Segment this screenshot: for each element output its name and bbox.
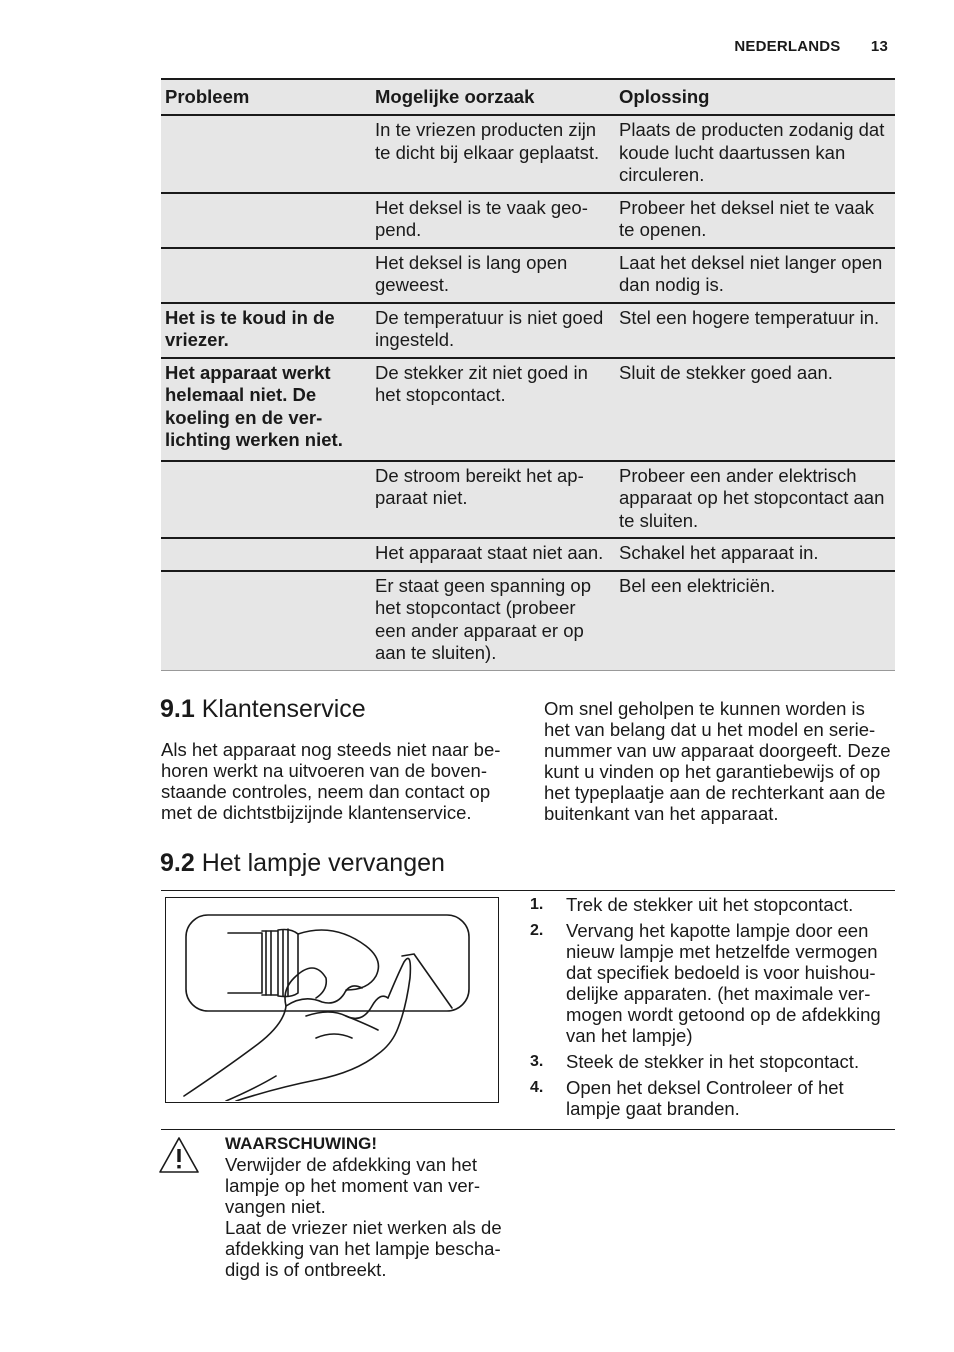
step-text: Open het deksel Controleer of het lampje gaat branden.	[566, 1077, 844, 1119]
cell-cause: Er staat geen spanning op het stopcontact (probeer een ander apparaat er op aan te sluiten).	[371, 571, 615, 671]
lamp-replacement-illustration	[165, 897, 499, 1103]
table-row	[161, 538, 895, 571]
section-91-right-paragraph: Om snel geholpen te kunnen worden is het van belang dat u het model en serienummer van uw apparaat doorgeeft. Deze kunt u vinden op het garantiebewijs of op het typeplaatje aan de rechterkant aan de buitenkant van het apparaat.	[544, 698, 891, 824]
section-92-heading: Het lampje vervangen	[201, 849, 445, 877]
warning-title: WAARSCHUWING!	[225, 1134, 378, 1153]
table-row	[161, 461, 895, 539]
cell-cause: De temperatuur is niet goed ingesteld.	[371, 303, 615, 358]
header-language: NEDERLANDS	[734, 38, 841, 55]
section-91-title	[160, 695, 366, 724]
section-91-left-paragraph: Als het apparaat nog steeds niet naar behoren werkt na uitvoeren van de bovenstaande controles, neem dan contact op met de dichtstbijzijnde klantenservice.	[161, 739, 501, 823]
cell-solution: Probeer een ander elektrisch apparaat op het stopcontact aan te sluiten.	[615, 461, 895, 539]
cell-problem: Het apparaat werkt helemaal niet. De koeling en de verlichting werken niet.	[161, 358, 371, 461]
section-91-number: 9.1	[160, 695, 195, 723]
header-solution: Oplossing	[615, 79, 895, 115]
cell-cause: In te vriezen producten zijn te dicht bij elkaar geplaatst.	[371, 115, 615, 193]
step-number: 1.	[530, 896, 544, 913]
cell-cause: Het apparaat staat niet aan.	[371, 538, 615, 571]
cell-problem	[161, 538, 371, 571]
step-text: Steek de stekker in het stopcontact.	[566, 1051, 860, 1072]
section-divider-top	[161, 890, 895, 891]
troubleshooting-table	[161, 78, 895, 671]
table-row	[161, 358, 895, 461]
table-row	[161, 303, 895, 358]
list-item	[530, 1051, 890, 1072]
cell-problem	[161, 248, 371, 303]
cell-solution: Stel een hogere temperatuur in.	[615, 303, 895, 358]
cell-problem	[161, 115, 371, 193]
table-row	[161, 571, 895, 671]
table-row	[161, 248, 895, 303]
step-text: Trek de stekker uit het stopcontact.	[566, 894, 854, 915]
cell-solution: Sluit de stekker goed aan.	[615, 358, 895, 461]
cell-solution: Laat het deksel niet langer open dan nodig is.	[615, 248, 895, 303]
cell-solution: Schakel het apparaat in.	[615, 538, 895, 571]
step-number: 3.	[530, 1053, 544, 1070]
warning-triangle-icon	[158, 1136, 200, 1174]
table-row	[161, 115, 895, 193]
cell-cause: Het deksel is lang open geweest.	[371, 248, 615, 303]
list-item	[530, 894, 890, 915]
page-header	[734, 38, 888, 55]
list-item	[530, 920, 890, 1046]
cell-solution: Probeer het deksel niet te vaak te openen.	[615, 193, 895, 248]
header-cause: Mogelijke oorzaak	[371, 79, 615, 115]
cell-cause: Het deksel is te vaak geopend.	[371, 193, 615, 248]
hand-lamp-drawing	[166, 898, 497, 1101]
section-92-number: 9.2	[160, 849, 195, 877]
step-text: Vervang het kapotte lampje door een nieuw lampje met hetzelfde vermogen dat specifiek bedoeld is voor huishoudelijke apparaten. (het maximale vermogen wordt getoond op de afdekking van het lampje)	[566, 920, 881, 1046]
cell-cause: De stroom bereikt het apparaat niet.	[371, 461, 615, 539]
table-header-row	[161, 79, 895, 115]
replacement-steps	[530, 894, 890, 1124]
section-divider-bottom	[161, 1129, 895, 1130]
warning-text-2: Laat de vriezer niet werken als de afdekking van het lampje beschadigd is of ontbreekt.	[225, 1217, 502, 1280]
section-92-title	[160, 849, 445, 878]
cell-problem: Het is te koud in de vriezer.	[161, 303, 371, 358]
cell-solution: Plaats de producten zodanig dat koude lucht daartussen kan circuleren.	[615, 115, 895, 193]
cell-problem	[161, 193, 371, 248]
header-problem: Probleem	[161, 79, 371, 115]
step-number: 2.	[530, 922, 544, 939]
cell-problem	[161, 461, 371, 539]
table-row	[161, 193, 895, 248]
section-91-heading: Klantenservice	[201, 695, 366, 723]
cell-solution: Bel een elektriciën.	[615, 571, 895, 671]
step-number: 4.	[530, 1079, 544, 1096]
list-item	[530, 1077, 890, 1119]
cell-cause: De stekker zit niet goed in het stopcontact.	[371, 358, 615, 461]
cell-problem	[161, 571, 371, 671]
page-number: 13	[870, 38, 888, 55]
warning-block	[225, 1133, 515, 1280]
warning-text-1: Verwijder de afdekking van het lampje op het moment van vervangen niet.	[225, 1154, 481, 1217]
